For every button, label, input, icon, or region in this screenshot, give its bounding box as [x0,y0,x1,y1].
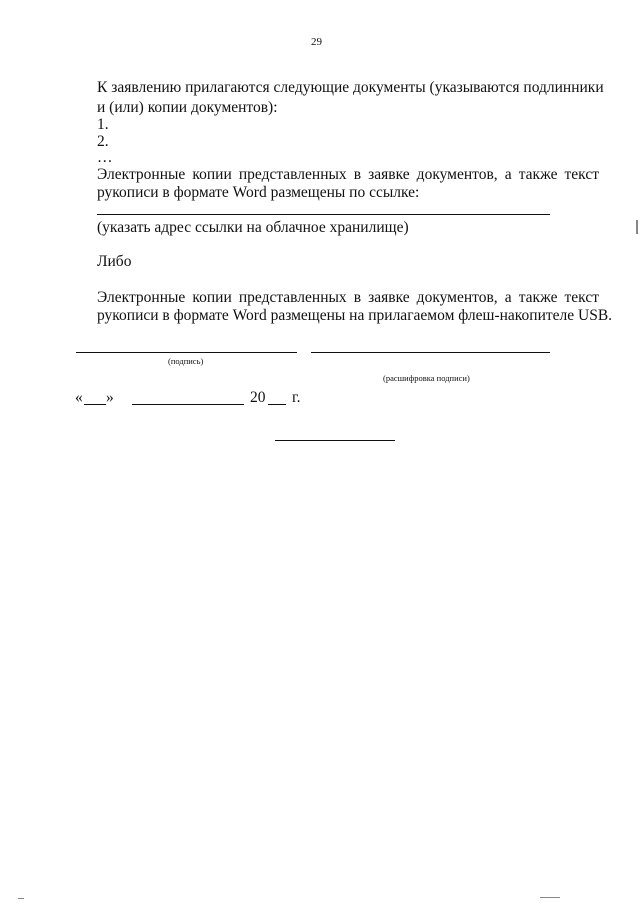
signature-caption: (подпись) [168,356,204,366]
attachment-item-2: 2. [97,133,109,150]
link-paragraph-line-2: рукописи в формате Word размещены по ссылке: [97,184,420,201]
usb-paragraph-line-2: рукописи в формате Word размещены на прилагаемом флеш-накопителе USB. [97,307,613,324]
date-day-line [84,404,106,405]
scan-margin-mark [636,220,638,234]
signature-decode-caption: (расшифровка подписи) [383,373,470,383]
date-year-prefix: 20 [250,389,266,406]
link-paragraph-line-1: Электронные копии представленных в заявке документов, а также текст [97,166,599,183]
date-year-line [268,404,286,405]
date-close-quote: » [106,389,114,406]
link-address-hint: (указать адрес ссылки на облачное хранилище) [97,219,409,236]
attachments-line-2: и (или) копии документов): [97,99,278,116]
usb-paragraph-line-1: Электронные копии представленных в заявке документов, а также текст [97,289,599,306]
date-open-quote: « [75,389,83,406]
end-separator [275,440,395,441]
page-number: 29 [311,36,322,48]
signature-decode-line [311,352,550,353]
or-label: Либо [97,253,132,270]
link-address-line [97,214,550,215]
attachment-item-1: 1. [97,116,109,133]
date-year-suffix: г. [292,389,301,406]
signature-line [76,352,297,353]
attachments-line-1: К заявлению прилагаются следующие документы (указываются подлинники [97,79,604,96]
scan-corner-mark-left [18,898,24,899]
date-month-line [132,404,244,405]
scan-corner-mark-right [540,897,560,898]
attachment-item-ellipsis: … [97,149,113,166]
